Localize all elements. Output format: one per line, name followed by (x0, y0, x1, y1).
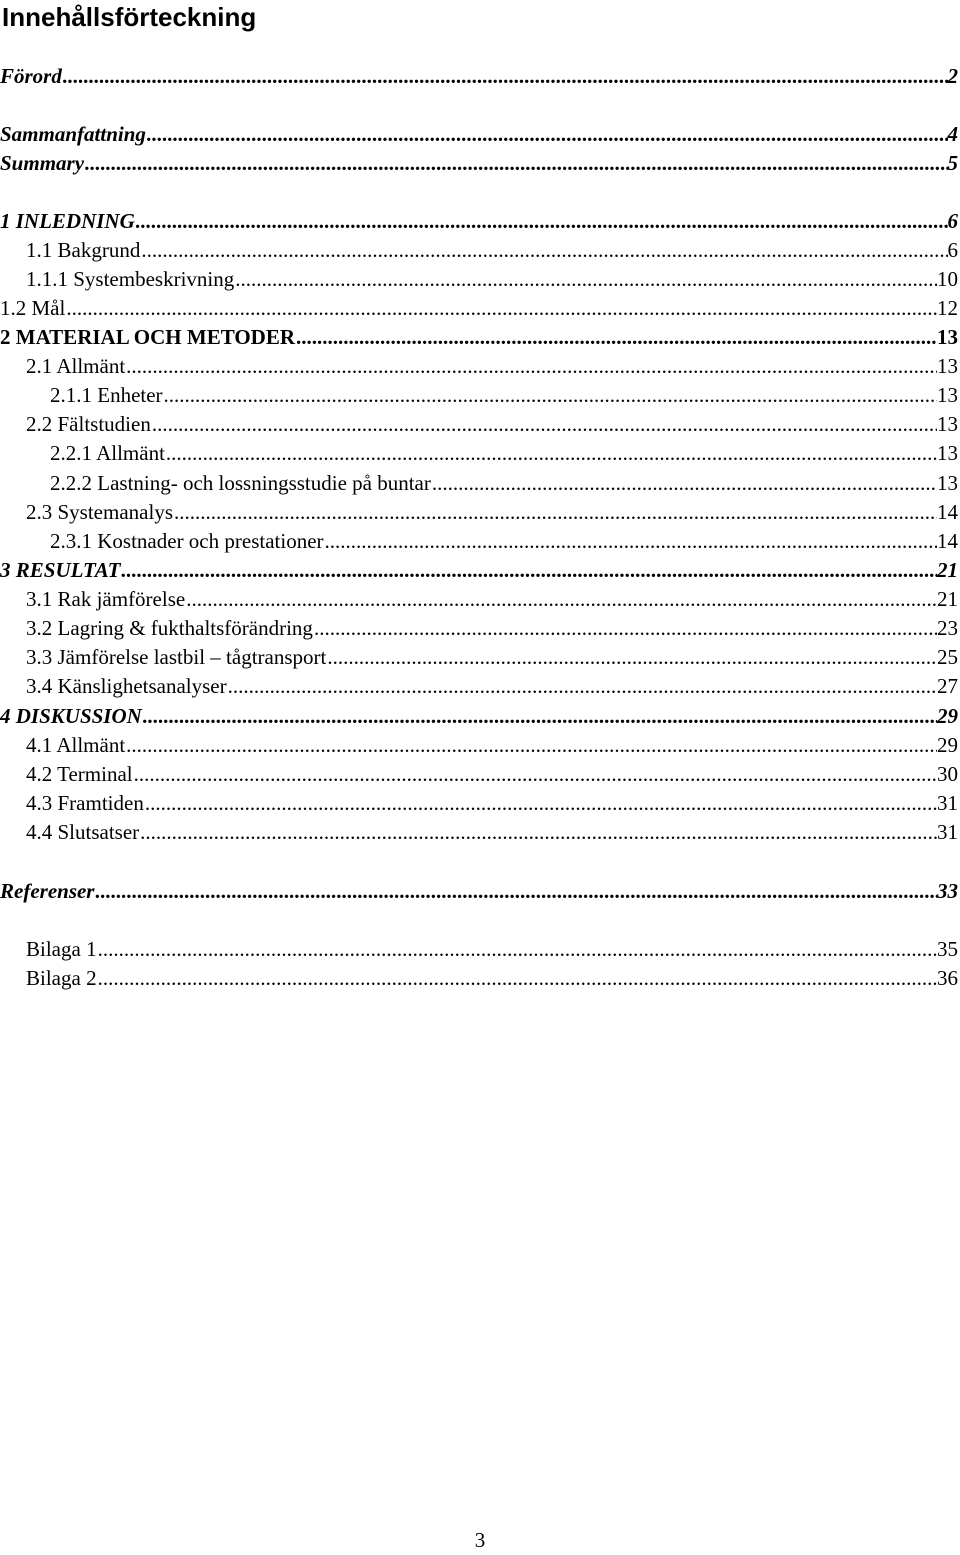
toc-leader (164, 381, 937, 410)
toc-entry-label: 2.2.1 Allmänt (50, 441, 165, 465)
toc-entry-bilaga-2[interactable] (26, 964, 958, 993)
toc-leader (66, 294, 937, 323)
toc-entry-label: Referenser (0, 879, 95, 903)
toc-entry-allmant-4-1[interactable] (26, 731, 958, 760)
toc-entry-label: 2.2 Fältstudien (26, 412, 151, 436)
toc-leader (186, 585, 937, 614)
toc-entry-label: Förord (0, 64, 62, 88)
toc-leader (296, 323, 937, 352)
toc-entry-allmant-2-2-1[interactable] (50, 439, 958, 468)
toc-entry-page: 6 (947, 238, 958, 262)
page-number: 3 (474, 1528, 486, 1552)
toc-entry-label: 2.1.1 Enheter (50, 383, 163, 407)
toc-leader (134, 760, 937, 789)
toc-entry-label: 2.1 Allmänt (26, 354, 126, 378)
toc-entry-label: 3.2 Lagring & fukthaltsförändring (26, 616, 313, 640)
toc-entry-bakgrund[interactable] (26, 236, 958, 265)
toc-entry-label: 3.3 Jämförelse lastbil – tågtransport (26, 645, 327, 669)
toc-entry-label: 1.1 Bakgrund (26, 238, 141, 262)
toc-entry-page: 12 (937, 296, 958, 320)
toc-entry-label: 1.1.1 Systembeskrivning (26, 267, 235, 291)
toc-entry-slutsatser[interactable] (26, 818, 958, 847)
toc-entry-page: 13 (937, 325, 958, 349)
toc-entry-forord[interactable] (0, 62, 958, 91)
toc-leader (98, 935, 937, 964)
toc-entry-label: 4.1 Allmänt (26, 733, 126, 757)
toc-entry-lagring-fukthalt[interactable] (26, 614, 958, 643)
toc-entry-page: 13 (937, 471, 958, 495)
toc-entry-resultat[interactable] (0, 556, 958, 585)
toc-entry-label: 2.3 Systemanalys (26, 500, 173, 524)
toc-entry-allmant-2-1[interactable] (26, 352, 958, 381)
toc-entry-label: Bilaga 2 (26, 966, 97, 990)
toc-entry-kostnader-prestationer[interactable] (50, 527, 958, 556)
toc-entry-page: 4 (947, 122, 958, 146)
toc-entry-label: 3 RESULTAT (0, 558, 121, 582)
toc-entry-label: 1.2 Mål (0, 296, 66, 320)
toc-entry-page: 13 (937, 412, 958, 436)
toc-leader (63, 62, 948, 91)
toc-entry-page: 5 (947, 151, 958, 175)
toc-entry-page: 27 (937, 674, 958, 698)
toc-entry-label: 1 INLEDNING (0, 209, 135, 233)
toc-leader (121, 556, 937, 585)
toc-entry-page: 21 (937, 558, 958, 582)
toc-entry-inledning[interactable] (0, 207, 958, 236)
toc-leader (141, 236, 947, 265)
toc-entry-page: 30 (937, 762, 958, 786)
toc-entry-label: 4.2 Terminal (26, 762, 133, 786)
toc-entry-label: 4 DISKUSSION (0, 704, 142, 728)
toc-entry-page: 36 (937, 966, 958, 990)
toc-entry-label: 4.3 Framtiden (26, 791, 144, 815)
toc-entry-page: 13 (937, 441, 958, 465)
toc-leader (145, 789, 937, 818)
toc-entry-faltstudien[interactable] (26, 410, 958, 439)
toc-entry-page: 35 (937, 937, 958, 961)
toc-leader (85, 149, 947, 178)
toc-leader (95, 877, 937, 906)
toc-entry-label: 3.4 Känslighetsanalyser (26, 674, 227, 698)
toc-entry-label: 4.4 Slutsatser (26, 820, 140, 844)
toc-leader (140, 818, 937, 847)
toc-entry-label: 2.3.1 Kostnader och prestationer (50, 529, 324, 553)
toc-entry-label: 2 MATERIAL OCH METODER (0, 325, 296, 349)
toc-title: Innehållsförteckning (2, 2, 257, 32)
toc-entry-bilaga-1[interactable] (26, 935, 958, 964)
toc-entry-sammanfattning[interactable] (0, 120, 958, 149)
toc-entry-systemanalys[interactable] (26, 498, 958, 527)
toc-entry-framtiden[interactable] (26, 789, 958, 818)
toc-entry-label: Sammanfattning (0, 122, 146, 146)
toc-entry-page: 10 (937, 267, 958, 291)
toc-entry-summary[interactable] (0, 149, 958, 178)
toc-entry-page: 13 (937, 354, 958, 378)
toc-entry-mal[interactable] (0, 294, 958, 323)
toc-entry-jamforelse-lastbil-tag[interactable] (26, 643, 958, 672)
toc-leader (147, 120, 948, 149)
toc-entry-page: 23 (937, 616, 958, 640)
toc-entry-referenser[interactable] (0, 877, 958, 906)
toc-entry-page: 31 (937, 820, 958, 844)
toc-entry-page: 13 (937, 383, 958, 407)
toc-entry-page: 31 (937, 791, 958, 815)
toc-leader (152, 410, 937, 439)
toc-leader (314, 614, 937, 643)
toc-entry-page: 14 (937, 500, 958, 524)
toc-leader (228, 672, 937, 701)
toc-leader (136, 207, 948, 236)
toc-entry-label: Summary (0, 151, 85, 175)
toc-leader (166, 439, 937, 468)
toc-entry-enheter[interactable] (50, 381, 958, 410)
toc-entry-page: 2 (947, 64, 958, 88)
toc-entry-systembeskrivning[interactable] (26, 265, 958, 294)
toc-entry-page: 25 (937, 645, 958, 669)
toc-leader (174, 498, 937, 527)
toc-entry-page: 29 (937, 733, 958, 757)
toc-entry-page: 33 (937, 879, 958, 903)
toc-entry-terminal[interactable] (26, 760, 958, 789)
toc-entry-label: 2.2.2 Lastning- och lossningsstudie på buntar (50, 471, 431, 495)
toc-entry-material-och-metoder[interactable] (0, 323, 958, 352)
toc-leader (327, 643, 937, 672)
toc-leader (126, 352, 937, 381)
toc-entry-label: Bilaga 1 (26, 937, 97, 961)
toc-entry-kanslighetsanalyser[interactable] (26, 672, 958, 701)
toc-leader (98, 964, 937, 993)
toc-entry-lastning-lossningsstudie[interactable] (50, 469, 958, 498)
toc-entry-page: 6 (947, 209, 958, 233)
toc-entry-page: 21 (937, 587, 958, 611)
toc-leader (325, 527, 937, 556)
toc-entry-rak-jamforelse[interactable] (26, 585, 958, 614)
toc-entry-diskussion[interactable] (0, 702, 958, 731)
toc-leader (432, 469, 937, 498)
toc-leader (235, 265, 937, 294)
toc-entry-page: 14 (937, 529, 958, 553)
toc-entry-label: 3.1 Rak jämförelse (26, 587, 186, 611)
toc-leader (143, 702, 937, 731)
toc-leader (126, 731, 937, 760)
toc-entry-page: 29 (937, 704, 958, 728)
